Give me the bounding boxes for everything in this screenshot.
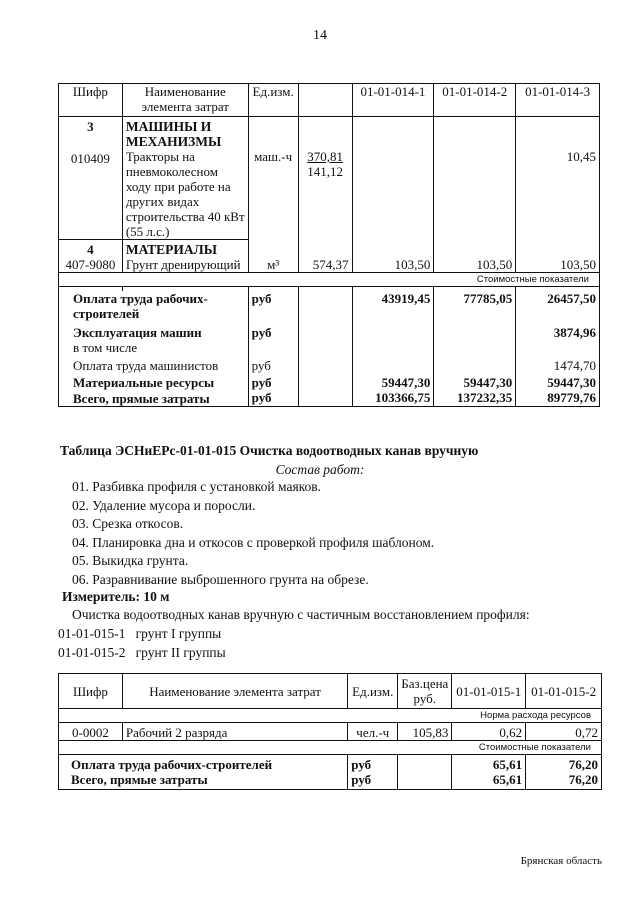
header-price bbox=[298, 84, 352, 117]
machine-name: Тракторы на пневмоколесном ходу при работе на других видах строительства 40 кВт (55 л.с.) bbox=[122, 149, 248, 240]
material-unit: м³ bbox=[248, 257, 298, 273]
summary-unit: руб bbox=[248, 373, 298, 390]
summary-value-3: 59447,30 bbox=[516, 373, 600, 390]
table-row-material bbox=[59, 257, 600, 273]
summary-value-1 bbox=[352, 321, 434, 340]
code-line bbox=[58, 645, 226, 661]
summary-name: в том числе bbox=[73, 340, 138, 355]
header-name: Наименование элемента затрат bbox=[122, 674, 347, 709]
summary-row bbox=[59, 755, 602, 773]
header-base-price: Баз.цена руб. bbox=[398, 674, 452, 709]
summary-unit: руб bbox=[248, 355, 298, 373]
norm-row bbox=[59, 709, 602, 723]
material-name: Грунт дренирующий bbox=[122, 257, 248, 273]
worker-price: 105,83 bbox=[398, 723, 452, 741]
worker-name: Рабочий 2 разряда bbox=[122, 723, 347, 741]
material-code: 407-9080 bbox=[59, 257, 123, 273]
summary-value-2: 76,20 bbox=[526, 772, 602, 790]
summary-row bbox=[59, 355, 600, 373]
summary-value-2: 59447,30 bbox=[434, 373, 516, 390]
cost-indicators-label: Стоимостные показатели bbox=[59, 273, 600, 287]
summary-value-3: 3874,96 bbox=[516, 321, 600, 340]
header-col-2: 01-01-014-2 bbox=[434, 84, 516, 117]
list-item: 06. Разравнивание выброшенного грунта на обрезе. bbox=[72, 571, 369, 587]
code-label: грунт I группы bbox=[135, 626, 222, 641]
list-item: 02. Удаление мусора и поросли. bbox=[72, 497, 256, 513]
header-code: Шифр bbox=[59, 84, 123, 117]
work-list bbox=[72, 479, 434, 590]
cost-indicators-row bbox=[59, 273, 600, 287]
summary-name: Всего, прямые затраты bbox=[73, 391, 210, 406]
header-name: Наименование элемента затрат bbox=[122, 84, 248, 117]
list-item: 03. Срезка откосов. bbox=[72, 516, 184, 531]
header-col-1: 01-01-014-1 bbox=[352, 84, 434, 117]
machine-prices bbox=[298, 149, 352, 240]
list-item: 04. Планировка дна и откосов с проверкой профиля шаблоном. bbox=[72, 534, 435, 550]
resource-table-01-01-015 bbox=[58, 673, 602, 790]
summary-value-3: 89779,76 bbox=[516, 390, 600, 407]
summary-unit bbox=[248, 340, 298, 355]
material-value-2: 103,50 bbox=[434, 257, 516, 273]
section-code: 3 bbox=[87, 119, 94, 134]
material-value-1: 103,50 bbox=[352, 257, 434, 273]
summary-value-2: 137232,35 bbox=[434, 390, 516, 407]
summary-value-2 bbox=[434, 321, 516, 340]
summary-value-1: 65,61 bbox=[452, 755, 526, 773]
summary-unit: руб bbox=[348, 772, 398, 790]
list-item: 01. Разбивка профиля с установкой маяков. bbox=[72, 479, 322, 494]
code-line bbox=[58, 626, 221, 642]
table-heading: Таблица ЭСНиЕРс-01-01-015 Очистка водоотводных канав вручную bbox=[60, 443, 479, 458]
cost-indicators-label: Стоимостные показатели bbox=[59, 741, 602, 755]
summary-value-1: 43919,45 bbox=[352, 291, 434, 321]
summary-row bbox=[59, 321, 600, 340]
list-item: 05. Выкидка грунта. bbox=[72, 553, 189, 568]
summary-unit: руб bbox=[248, 321, 298, 340]
summary-name: Всего, прямые затраты bbox=[71, 772, 208, 787]
worker-code: 0-0002 bbox=[72, 725, 109, 740]
resource-table-01-01-014 bbox=[58, 83, 600, 407]
header-col-2: 01-01-015-2 bbox=[526, 674, 602, 709]
summary-name: Материальные ресурсы bbox=[73, 375, 215, 390]
summary-value-1: 103366,75 bbox=[352, 390, 434, 407]
material-price: 574,37 bbox=[298, 257, 352, 273]
footer-region: Брянская область bbox=[520, 855, 602, 867]
header-col-1: 01-01-015-1 bbox=[452, 674, 526, 709]
machine-code: 010409 bbox=[70, 151, 110, 166]
summary-value-3: 26457,50 bbox=[516, 291, 600, 321]
summary-row bbox=[59, 373, 600, 390]
table-header-row bbox=[59, 674, 602, 709]
section-title: МАТЕРИАЛЫ bbox=[122, 240, 248, 258]
summary-value-2: 76,20 bbox=[526, 755, 602, 773]
measure-unit: Измеритель: 10 м bbox=[62, 589, 170, 604]
norm-label: Норма расхода ресурсов bbox=[59, 709, 602, 723]
section-title: МАШИНЫ И МЕХАНИЗМЫ bbox=[122, 117, 248, 150]
summary-row bbox=[59, 390, 600, 407]
header-col-3: 01-01-014-3 bbox=[516, 84, 600, 117]
code: 01-01-015-2 bbox=[58, 645, 126, 660]
header-code: Шифр bbox=[59, 674, 123, 709]
summary-name: Оплата труда машинистов bbox=[73, 358, 219, 373]
summary-row bbox=[59, 291, 600, 321]
summary-value-1: 65,61 bbox=[452, 772, 526, 790]
summary-unit: руб bbox=[248, 390, 298, 407]
code: 01-01-015-1 bbox=[58, 626, 126, 641]
section-code: 4 bbox=[59, 240, 123, 258]
header-unit: Ед.изм. bbox=[248, 84, 298, 117]
work-composition-heading: Состав работ: bbox=[275, 462, 365, 477]
table-row-worker bbox=[59, 723, 602, 741]
machine-value-3: 10,45 bbox=[516, 149, 600, 240]
summary-unit: руб bbox=[248, 291, 298, 321]
worker-value-2: 0,72 bbox=[526, 723, 602, 741]
summary-unit: руб bbox=[348, 755, 398, 773]
header-unit: Ед.изм. bbox=[348, 674, 398, 709]
summary-name: Оплата труда рабочих-строителей bbox=[71, 757, 273, 772]
summary-name: Эксплуатация машин bbox=[73, 325, 202, 340]
machine-price-1: 370,81 bbox=[307, 149, 343, 164]
machine-unit: маш.-ч bbox=[248, 149, 298, 240]
material-value-3: 103,50 bbox=[516, 257, 600, 273]
table-row-machine bbox=[59, 149, 600, 240]
summary-value-1: 59447,30 bbox=[352, 373, 434, 390]
worker-value-1: 0,62 bbox=[452, 723, 526, 741]
summary-row bbox=[59, 772, 602, 790]
cost-indicators-row bbox=[59, 741, 602, 755]
worker-unit: чел.-ч bbox=[348, 723, 398, 741]
table-header-row bbox=[59, 84, 600, 117]
summary-value-2: 77785,05 bbox=[434, 291, 516, 321]
section-row-materials bbox=[59, 240, 600, 258]
summary-name: Оплата труда рабочих-строителей bbox=[73, 291, 208, 321]
page-number: 14 bbox=[313, 28, 327, 43]
summary-value-3: 1474,70 bbox=[516, 355, 600, 373]
summary-row bbox=[59, 340, 600, 355]
code-label: грунт II группы bbox=[135, 645, 226, 660]
description: Очистка водоотводных канав вручную с частичным восстановлением профиля: bbox=[72, 607, 530, 622]
machine-price-2: 141,12 bbox=[307, 164, 343, 179]
section-row-machines bbox=[59, 117, 600, 150]
